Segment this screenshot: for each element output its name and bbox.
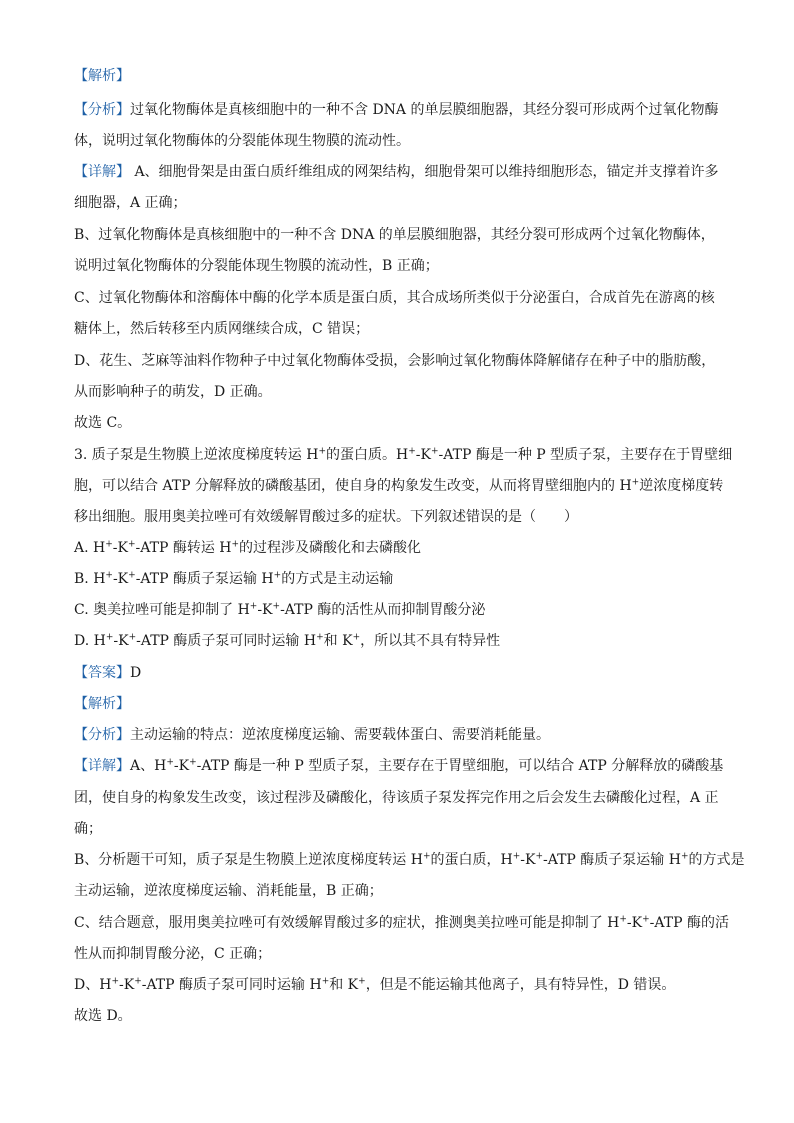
text: C、结合题意，服用奥美拉唑可有效缓解胃酸过多的症状，推测奥美拉唑可能是抑制了 H <box>74 915 620 931</box>
text: -K <box>112 571 129 587</box>
superscript: + <box>631 477 640 488</box>
xiangjie-tag: 【详解】 <box>74 758 130 774</box>
detail-line <box>74 757 734 775</box>
text: B、过氧化物酶体是真核细胞中的一种不含 DNA 的单层膜细胞器，其经分裂可形成两个过氧化物酶体， <box>74 227 715 243</box>
text: 说明过氧化物酶体的分裂能体现生物膜的流动性，B 正确； <box>74 258 439 274</box>
text: 的过程涉及磷酸化和去磷酸化 <box>239 540 422 556</box>
text: -ATP 酶质子泵运输 H <box>543 852 681 868</box>
detail-line <box>74 352 734 370</box>
analysis-heading <box>74 695 734 713</box>
superscript: + <box>408 446 416 457</box>
answer-key <box>74 664 734 682</box>
superscript: + <box>105 632 114 643</box>
text: 细胞器，A 正确； <box>74 195 187 211</box>
detail-line <box>74 914 734 932</box>
analysis-line <box>74 101 734 119</box>
answer-value: D <box>130 665 142 681</box>
text: C. 奥美拉唑可能是抑制了 H <box>74 602 250 618</box>
text: D. H <box>74 633 106 649</box>
detail-line <box>74 851 745 869</box>
superscript: + <box>231 539 240 550</box>
text: 和 K <box>329 977 359 993</box>
text: 的蛋白质。H <box>326 447 409 463</box>
text: B、分析题干可知，质子泵是生物膜上逆浓度梯度转运 H <box>74 852 423 868</box>
option-b <box>74 570 734 588</box>
analysis-tag: 【解析】 <box>74 696 130 712</box>
text: 从而影响种子的萌发，D 正确。 <box>74 384 272 400</box>
text: -ATP 酶质子泵可同时运输 H <box>136 633 317 649</box>
text: A. H <box>74 540 106 556</box>
text: 性从而抑制胃酸分泌，C 正确； <box>74 946 272 962</box>
fenxi-tag: 【分析】 <box>74 727 130 743</box>
superscript: + <box>105 539 113 550</box>
answer-line <box>74 1007 734 1025</box>
text: A、细胞骨架是由蛋白质纤维组成的网架结构，细胞骨架可以维持细胞形态，锚定并支撑着许多 <box>130 164 719 180</box>
text: 的蛋白质，H <box>430 852 513 868</box>
text: 和 K <box>323 633 353 649</box>
analysis-line <box>74 726 734 744</box>
text: 过氧化物酶体是真核细胞中的一种不含 DNA 的单层膜细胞器，其经分裂可形成两个过氧化物酶 <box>130 102 719 118</box>
detail-line <box>74 383 734 401</box>
text: A、H <box>130 758 167 774</box>
superscript: + <box>680 851 689 862</box>
text: -ATP 酶的活性从而抑制胃酸分泌 <box>280 602 486 618</box>
superscript: + <box>512 851 521 862</box>
superscript: + <box>642 914 650 925</box>
superscript: + <box>352 632 361 643</box>
text: -K <box>118 977 135 993</box>
superscript: + <box>318 446 327 457</box>
option-d <box>74 632 734 650</box>
text: 团，使自身的构象发生改变，该过程涉及磷酸化，待该质子泵发挥完作用之后会发生去磷酸化过程，A 正 <box>74 790 719 806</box>
detail-line <box>74 976 734 994</box>
detail-line <box>74 320 734 338</box>
question-stem <box>74 477 734 495</box>
text: -ATP 酶质子泵运输 H <box>135 571 274 587</box>
superscript: + <box>321 976 330 987</box>
text: -ATP 酶是一种 P 型质子泵，主要存在于胃壁细胞，可以结合 ATP 分解释放的磷酸基 <box>196 758 724 774</box>
text: 确； <box>74 821 102 837</box>
text: -K <box>520 852 536 868</box>
option-c <box>74 601 734 619</box>
detail-line <box>74 289 734 307</box>
text: ，所以其不具有特异性 <box>360 633 501 649</box>
superscript: + <box>128 570 136 581</box>
text: 的方式是主动运输 <box>281 571 394 587</box>
superscript: + <box>273 570 282 581</box>
analysis-heading <box>74 67 734 85</box>
superscript: + <box>358 976 366 987</box>
text: -ATP 酶质子泵可同时运输 H <box>141 977 322 993</box>
superscript: + <box>134 976 142 987</box>
superscript: + <box>430 446 439 457</box>
analysis-line <box>74 132 734 150</box>
detail-line <box>74 194 734 212</box>
text: C、过氧化物酶体和溶酶体中酶的化学本质是蛋白质，其合成场所类似于分泌蛋白，合成首先在游离的核 <box>74 290 715 306</box>
superscript: + <box>619 914 627 925</box>
superscript: + <box>189 757 197 768</box>
text: D、花生、芝麻等油料作物种子中过氧化物酶体受损，会影响过氧化物酶体降解储存在种子中的脂肪酸， <box>74 353 716 369</box>
text: -ATP 酶的活 <box>649 915 729 931</box>
analysis-tag: 【解析】 <box>74 68 130 84</box>
detail-line <box>74 226 734 244</box>
text: 主动运输，逆浓度梯度运输、消耗能量，B 正确； <box>74 883 383 899</box>
text: -ATP 酶是一种 P 型质子泵，主要存在于胃壁细 <box>438 447 733 463</box>
superscript: + <box>105 570 113 581</box>
text: 故选 D。 <box>74 1008 132 1024</box>
text: -K <box>112 540 128 556</box>
detail-line <box>74 163 734 181</box>
text: 移出细胞。服用奥美拉唑可有效缓解胃酸过多的症状。下列叙述错误的是（ ） <box>74 509 578 525</box>
text: 体，说明过氧化物酶体的分裂能体现生物膜的流动性。 <box>74 133 410 149</box>
answer-tag: 【答案】 <box>74 665 130 681</box>
superscript: + <box>249 601 258 612</box>
text: 故选 C。 <box>74 415 132 431</box>
superscript: + <box>111 976 119 987</box>
detail-line <box>74 945 734 963</box>
text: 逆浓度梯度转 <box>639 478 724 494</box>
text: 胞，可以结合 ATP 分解释放的磷酸基团，使自身的构象发生改变，从而将胃壁细胞内的 H <box>74 478 632 494</box>
text: -K <box>173 758 190 774</box>
xiangjie-tag: 【详解】 <box>74 164 130 180</box>
option-a <box>74 539 734 557</box>
superscript: + <box>127 539 136 550</box>
detail-line <box>74 882 734 900</box>
detail-line <box>74 820 734 838</box>
superscript: + <box>272 601 281 612</box>
superscript: + <box>128 632 137 643</box>
superscript: + <box>316 632 324 643</box>
detail-line <box>74 257 734 275</box>
fenxi-tag: 【分析】 <box>74 102 130 118</box>
text: -ATP 酶转运 H <box>135 540 232 556</box>
text: -K <box>626 915 643 931</box>
text: 糖体上，然后转移至内质网继续合成，C 错误； <box>74 321 370 337</box>
text: -K <box>113 633 129 649</box>
text: -K <box>415 447 431 463</box>
question-stem <box>74 508 734 526</box>
text: D、H <box>74 977 112 993</box>
superscript: + <box>422 851 431 862</box>
detail-line <box>74 789 734 807</box>
text: B. H <box>74 571 106 587</box>
superscript: + <box>166 757 174 768</box>
question-stem <box>74 446 734 464</box>
superscript: + <box>535 851 544 862</box>
text: ，但是不能运输其他离子，具有特异性，D 错误。 <box>365 977 676 993</box>
text: 的方式是 <box>688 852 745 868</box>
text: 3. 质子泵是生物膜上逆浓度梯度转运 H <box>74 447 319 463</box>
text: 主动运输的特点：逆浓度梯度运输、需要载体蛋白、需要消耗能量。 <box>130 727 550 743</box>
text: -K <box>257 602 273 618</box>
answer-line <box>74 414 734 432</box>
